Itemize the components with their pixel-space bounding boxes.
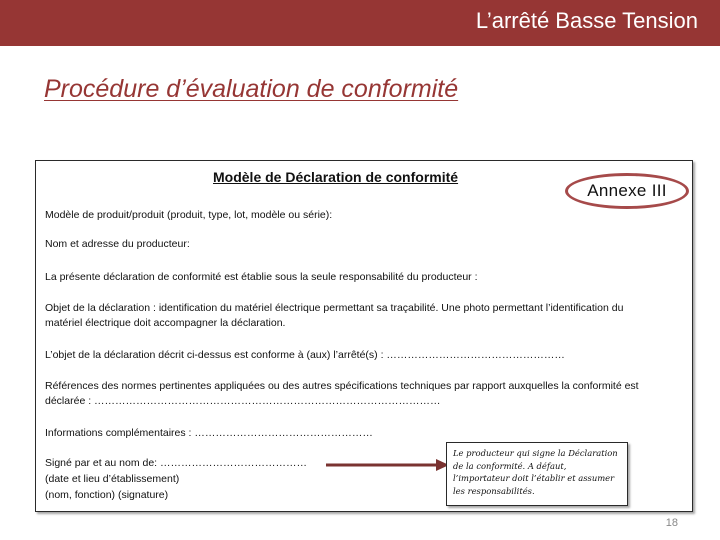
signature-line: Signé par et au nom de: …………………………………… — [45, 457, 307, 469]
slide-title: Procédure d’évaluation de conformité — [44, 75, 459, 103]
field-standards-references: Références des normes pertinentes appliquées ou des autres spécifications techniques par rapport auxquelles la conformité est déclarée : ……………………………………………………………………………………… — [45, 380, 639, 407]
page-number: 18 — [665, 517, 678, 529]
signature-date-place: (date et lieu d’établissement) — [45, 473, 180, 485]
field-responsibility: La présente déclaration de conformité est établie sous la seule responsabilité du producteur : — [45, 271, 478, 283]
signature-block — [45, 455, 307, 503]
field-product-model: Modèle de produit/produit (produit, type, lot, modèle ou série): — [45, 209, 333, 221]
declaration-template-box — [35, 160, 693, 512]
field-producer-address: Nom et adresse du producteur: — [45, 238, 190, 250]
signature-name-function: (nom, fonction) (signature) — [45, 489, 169, 501]
annex-label: Annexe III — [587, 181, 667, 200]
annex-badge — [565, 173, 689, 209]
arrow-icon — [326, 458, 451, 472]
field-additional-info: Informations complémentaires : …………………………………………… — [45, 427, 373, 439]
field-conformity: L’objet de la déclaration décrit ci-dessus est conforme à (aux) l’arrêté(s) : …………………………………………… — [45, 349, 565, 361]
producer-note-text: Le producteur qui signe la Déclaration de la conformité. A défaut, l’importateur doit l’établir et assumer les responsabilités. — [453, 448, 618, 496]
field-declaration-object: Objet de la déclaration : identification du matériel électrique permettant sa traçabilité. Une photo permettant l’identification du matériel électrique doit accompagner la déclaration. — [45, 302, 624, 329]
document-heading: Modèle de Déclaration de conformité — [213, 169, 459, 185]
header-bar — [0, 0, 720, 46]
producer-note-box — [446, 442, 628, 506]
header-title: L’arrêté Basse Tension — [475, 8, 698, 33]
